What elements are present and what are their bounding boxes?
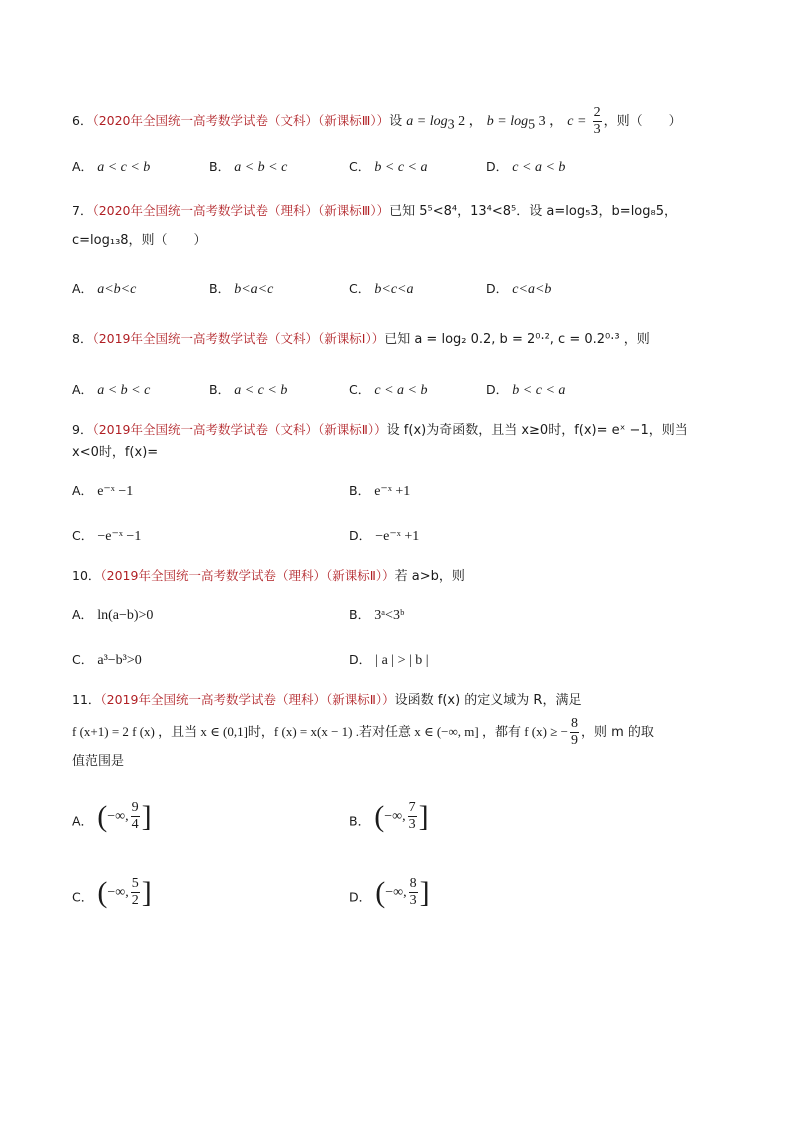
fraction: [593, 105, 602, 138]
interval: ( −∞, $\frac{7}{3}$ ]: [374, 799, 429, 833]
option-label: C．: [349, 159, 371, 174]
option-text: | a | > | b |: [375, 653, 429, 668]
option-text: a < c < b: [97, 160, 151, 175]
option-a[interactable]: [72, 605, 153, 626]
question-number: 7．: [72, 203, 93, 218]
numerator: 7: [408, 800, 416, 815]
question-number: 8．: [72, 331, 93, 346]
option-b[interactable]: [349, 481, 410, 502]
question-source: （2019年全国统一高考数学试卷（文科）（新课标Ⅰ））: [92, 331, 385, 346]
interval-left: −∞,: [385, 884, 407, 900]
question-text: 设 f(x)为奇函数，且当 x≥0时，f(x)= eˣ −1，则当: [386, 423, 688, 438]
option-label: D．: [486, 281, 509, 296]
option-text: ln(a−b)>0: [97, 608, 154, 623]
option-b[interactable]: [349, 800, 429, 833]
option-label: A．: [72, 607, 94, 622]
question-text: 已知 5⁵<8⁴，13⁴<8⁵．设 a=log₅3，b=log₈5，: [389, 204, 677, 219]
interval: ( −∞, $\frac{8}{3}$ ]: [375, 875, 430, 909]
question-text: ，则 m 的取: [580, 725, 654, 740]
math-sub: 5: [528, 117, 536, 133]
option-text: a³−b³>0: [97, 653, 142, 668]
numerator: 9: [131, 800, 139, 815]
option-label: B．: [209, 382, 231, 397]
question-source: （2020年全国统一高考数学试卷（理科）（新课标Ⅲ））: [92, 203, 390, 218]
fraction: [570, 716, 579, 749]
option-label: A．: [72, 483, 94, 498]
option-text: 3ᵃ<3ᵇ: [374, 608, 405, 623]
numerator: 8: [409, 876, 417, 891]
option-label: D．: [349, 889, 372, 905]
option-text: c < a < b: [512, 160, 566, 175]
question-number: 11．: [72, 692, 101, 707]
question-source: （2019年全国统一高考数学试卷（理科）（新课标Ⅱ））: [100, 692, 395, 707]
question-11-line3: [72, 752, 732, 772]
question-9: [72, 420, 732, 441]
math-expr: b = log: [486, 114, 529, 129]
interval: ( −∞, $\frac{9}{4}$ ]: [97, 799, 152, 833]
option-d[interactable]: [486, 157, 565, 178]
question-text: f (x+1) = 2 f (x) ，且当 x ∈ (0,1]时，f (x) = x(x − 1) .若对任意 x ∈ (−∞, m] ，都有 f (x) ≥ −: [72, 724, 568, 739]
question-text: ，则（ ）: [603, 114, 682, 129]
option-text: a < c < b: [234, 383, 288, 398]
option-a[interactable]: [72, 380, 150, 401]
denominator: 3: [593, 122, 601, 137]
math-sub: 3: [447, 117, 455, 133]
numerator: 2: [593, 105, 601, 120]
option-text: b < c < a: [512, 383, 566, 398]
question-text: c=log₁₃8，则（ ）: [72, 233, 207, 248]
question-8: [72, 329, 732, 350]
option-d[interactable]: [349, 650, 429, 671]
question-text: x<0时，f(x)=: [72, 445, 159, 460]
question-11-line2: [72, 716, 732, 749]
option-label: A．: [72, 382, 94, 397]
math-expr: a = log: [406, 114, 448, 129]
option-text: b<c<a: [374, 282, 414, 297]
option-text: c < a < b: [374, 383, 428, 398]
option-text: b<a<c: [234, 282, 274, 297]
option-text: −e⁻ˣ +1: [375, 529, 420, 544]
option-label: B．: [349, 813, 371, 829]
option-text: a<b<c: [97, 282, 137, 297]
option-label: C．: [349, 281, 371, 296]
option-label: C．: [72, 528, 94, 543]
question-source: （2019年全国统一高考数学试卷（理科）（新课标Ⅱ））: [100, 568, 395, 583]
option-label: D．: [349, 652, 372, 667]
question-number: 9．: [72, 422, 93, 437]
question-text: 设函数 f(x) 的定义域为 R，满足: [394, 693, 582, 708]
option-c[interactable]: [72, 650, 142, 671]
interval-left: −∞,: [107, 808, 129, 824]
option-b[interactable]: [209, 157, 287, 178]
option-label: B．: [349, 607, 371, 622]
math-expr: 3 ，: [535, 114, 564, 129]
question-text: 值范围是: [72, 754, 125, 769]
option-label: D．: [349, 528, 372, 543]
interval-left: −∞,: [107, 884, 129, 900]
question-9-line2: [72, 443, 732, 463]
option-c[interactable]: [349, 380, 427, 401]
interval: ( −∞, $\frac{5}{2}$ ]: [97, 875, 152, 909]
option-label: C．: [349, 382, 371, 397]
option-text: −e⁻ˣ −1: [97, 529, 142, 544]
option-b[interactable]: [209, 380, 287, 401]
option-label: B．: [209, 281, 231, 296]
question-text: 已知 a = log₂ 0.2, b = 2⁰·², c = 0.2⁰·³ ，则: [384, 332, 650, 347]
option-b[interactable]: [349, 605, 404, 626]
option-label: C．: [72, 652, 94, 667]
option-text: e⁻ˣ −1: [97, 484, 134, 499]
question-source: （2019年全国统一高考数学试卷（文科）（新课标Ⅱ））: [92, 422, 387, 437]
question-6: [72, 105, 732, 138]
numerator: 5: [131, 876, 139, 891]
option-label: B．: [209, 159, 231, 174]
option-label: B．: [349, 483, 371, 498]
option-a[interactable]: [72, 157, 150, 178]
option-text: b < c < a: [374, 160, 428, 175]
option-c[interactable]: [349, 157, 427, 178]
denominator: 2: [131, 893, 139, 908]
question-11: [72, 690, 732, 711]
option-c[interactable]: [349, 279, 413, 300]
option-a[interactable]: [72, 800, 152, 833]
option-c[interactable]: [72, 876, 152, 909]
option-label: A．: [72, 813, 94, 829]
option-text: c<a<b: [512, 282, 552, 297]
denominator: 3: [409, 893, 417, 908]
option-d[interactable]: [486, 279, 551, 300]
option-d[interactable]: [349, 526, 419, 547]
math-expr: c =: [567, 114, 587, 129]
denominator: 9: [570, 733, 578, 748]
question-number: 6．: [72, 113, 93, 128]
question-number: 10．: [72, 568, 101, 583]
option-label: A．: [72, 281, 94, 296]
option-label: A．: [72, 159, 94, 174]
math-expr: 2 ，: [454, 114, 483, 129]
question-7: [72, 201, 732, 222]
option-label: D．: [486, 382, 509, 397]
interval-left: −∞,: [384, 808, 406, 824]
denominator: 3: [408, 817, 416, 832]
question-10: [72, 566, 732, 587]
numerator: 8: [570, 716, 578, 731]
option-d[interactable]: [486, 380, 565, 401]
option-b[interactable]: [209, 279, 273, 300]
option-label: C．: [72, 889, 94, 905]
question-7-line2: [72, 231, 732, 251]
option-text: e⁻ˣ +1: [374, 484, 411, 499]
question-text: 若 a>b，则: [394, 569, 465, 584]
option-c[interactable]: [72, 526, 141, 547]
option-d[interactable]: [349, 876, 430, 909]
option-text: a < b < c: [97, 383, 151, 398]
option-text: a < b < c: [234, 160, 288, 175]
question-text: 设: [389, 114, 403, 129]
option-a[interactable]: [72, 481, 133, 502]
option-label: D．: [486, 159, 509, 174]
denominator: 4: [131, 817, 139, 832]
question-source: （2020年全国统一高考数学试卷（文科）（新课标Ⅲ））: [92, 113, 390, 128]
option-a[interactable]: [72, 279, 136, 300]
